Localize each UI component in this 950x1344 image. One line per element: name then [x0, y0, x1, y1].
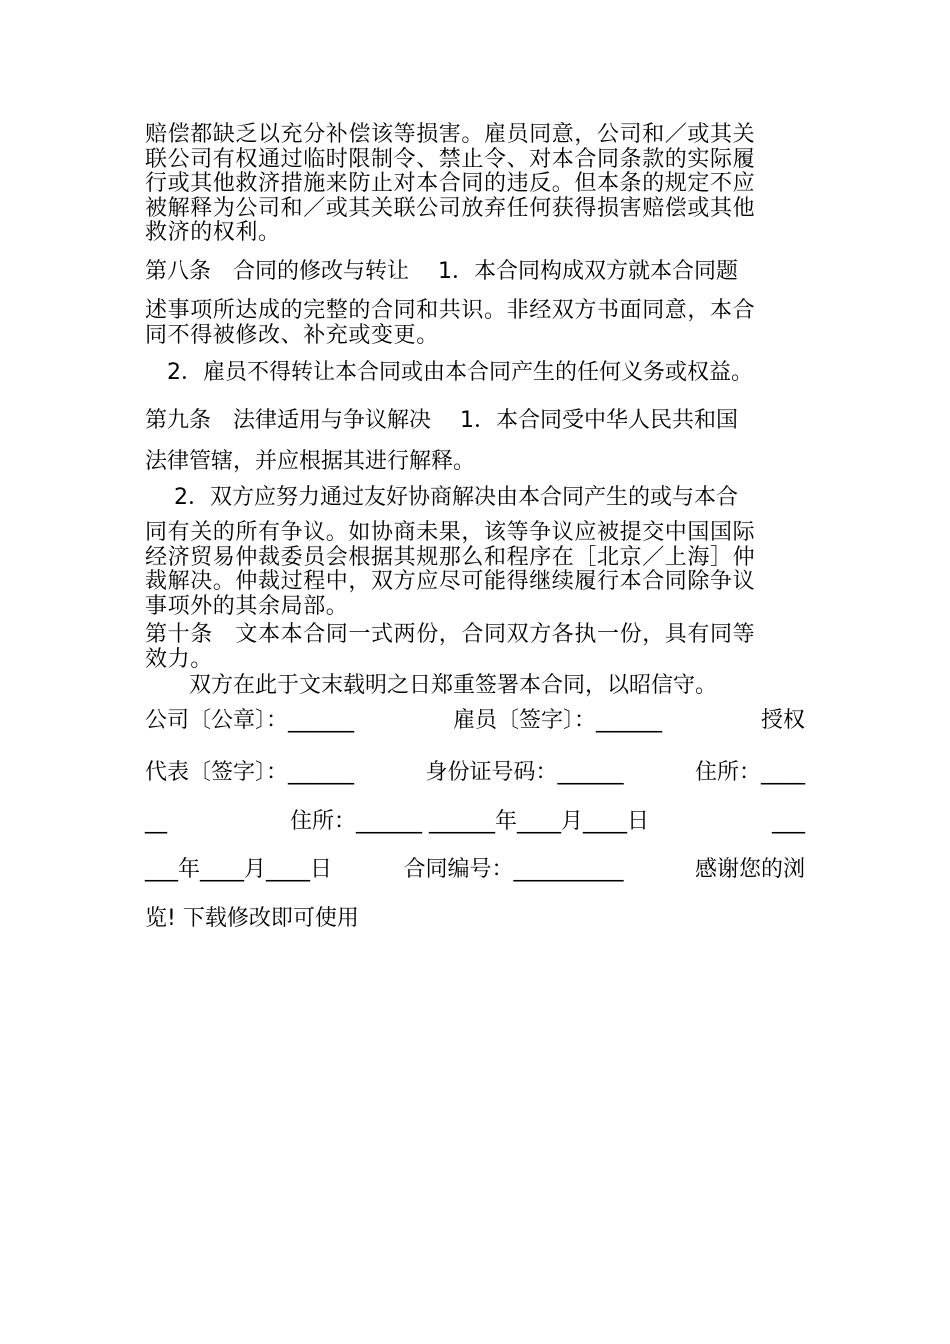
text-line: 效力。 — [145, 646, 213, 672]
article-8-item-2: 2．雇员不得转让本合同或由本合同产生的任何义务或权益。 — [145, 360, 753, 385]
paragraph-compensation — [145, 123, 805, 246]
article-9-item-2-heading: 2．双方应努力通过友好协商解决由本合同产生的或与本合 — [145, 485, 738, 510]
article-9-body: 法律管辖，并应根据其进行解释。 — [145, 449, 476, 474]
article-8-body — [145, 299, 805, 348]
article-9-item-2-body — [145, 521, 805, 619]
date-blank: ___ — [772, 809, 805, 834]
article-8-heading: 第八条 合同的修改与转让 1．本合同构成双方就本合同题 — [145, 259, 738, 284]
text-line: 经济贸易仲裁委员会根据其规那么和程序在［北京／上海］仲 — [145, 544, 756, 570]
address-blank-continued: __ — [145, 809, 167, 834]
contract-number-field: 合同编号：__________ — [403, 857, 624, 882]
text-line: 第十条 文本本合同一式两份，合同双方各执一份，具有同等 — [145, 622, 756, 647]
text-line: 联公司有权通过临时限制令、禁止令、对本合同条款的实际履 — [145, 146, 756, 172]
text-line: 被解释为公司和／或其关联公司放弃任何获得损害赔偿或其他 — [145, 195, 756, 221]
text-line: 救济的权利。 — [145, 220, 281, 245]
authorized-label: 授权 — [760, 708, 805, 733]
text-line: 行或其他救济措施来防止对本合同的违反。但本条的规定不应 — [145, 171, 756, 196]
article-10 — [145, 623, 805, 672]
text-line: 同有关的所有争议。如协商未果，该等争议应被提交中国国际 — [145, 520, 756, 545]
text-line: 同不得被修改、补充或变更。 — [145, 322, 439, 348]
signature-row-3 — [145, 809, 805, 835]
text-line: 赔偿都缺乏以充分补偿该等损害。雇员同意，公司和／或其关 — [145, 122, 756, 147]
footer-note: 览! 下载修改即可使用 — [145, 906, 359, 931]
address-field: 住所：____ — [694, 760, 805, 785]
date-field: ___年____月____日 — [145, 857, 333, 882]
signature-row-2 — [145, 760, 805, 786]
signature-row-4 — [145, 857, 805, 883]
text-line: 述事项所达成的完整的合同和共识。非经双方书面同意，本合 — [145, 298, 756, 323]
address-date-field: 住所：______ ______年____月____日 — [290, 809, 649, 834]
closing-statement: 双方在此于文末载明之日郑重签署本合同，以昭信守。 — [145, 673, 718, 698]
id-number-field: 身份证号码：______ — [425, 760, 624, 785]
employee-signature-field: 雇员〔签字〕：______ — [452, 708, 662, 733]
thanks-text: 感谢您的浏 — [694, 857, 805, 882]
company-seal-field: 公司〔公章〕：______ — [145, 708, 355, 733]
signature-row-1 — [145, 708, 805, 734]
text-line: 裁解决。仲裁过程中，双方应尽可能得继续履行本合同除争议 — [145, 569, 756, 594]
article-9-heading: 第九条 法律适用与争议解决 1．本合同受中华人民共和国 — [145, 408, 738, 433]
representative-signature-field: 代表〔签字〕：______ — [145, 760, 355, 785]
text-line: 事项外的其余局部。 — [145, 593, 349, 619]
